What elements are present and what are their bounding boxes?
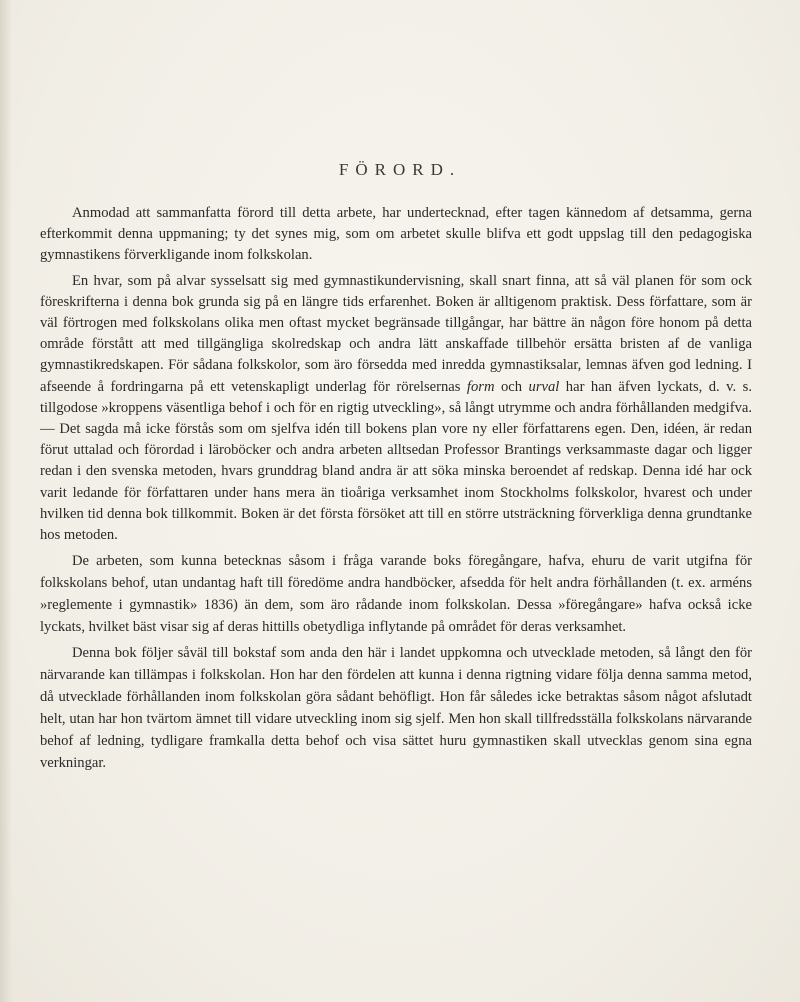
page-edge-shadow (0, 0, 12, 1002)
paragraph-2-part-1: En hvar, som på alvar sysselsatt sig med gymnastikundervisning, skall snart finna, att så väl planen för som ock föreskrifterna i denna bok grunda sig på en längre tids erfarenhet. Boken är alltigenom praktisk. Dess författare, som är väl förtrogen med folkskolans olika men oftast mycket begränsade tillgångar, har bättre än någon före honom på detta område förstått att med tillgängliga skolredskap och andra lätt anskaffade tillbehör ersätta bristen af de vanliga gymnastikredskapen. För sådana folkskolor, som äro försedda med inredda gymnastiksalar, lemnas äfven god ledning. I afseende å fordringarna på ett vetenskapligt underlag för rörelsernas (40, 272, 752, 395)
paragraph-4: Denna bok följer såväl till bokstaf som anda den här i landet uppkomna och utvecklade metoden, så långt den för närvarande kan tillämpas i folkskolan. Hon har den fördelen att kunna i denna rigtning vidare följa denna samma metod, då utvecklade förhållanden inom folkskolan göra sådant behöfligt. Hon får således icke betraktas såsom något afslutadt helt, utan har hon tvärtom ämnet till vidare utveckling inom sig sjelf. Men hon skall tillfredsställa folkskolans närvarande behof af ledning, tydligare framkalla detta behof och visa sättet huru gymnastiken skall utvecklas genom sina egna verkningar. (40, 645, 752, 772)
paragraph-3: De arbeten, som kunna betecknas såsom i fråga varande boks föregångare, hafva, ehuru de varit utgifna för folkskolans behof, utan undantag haft till föredöme andra handböcker, afsedda för helt andra förhållanden (t. ex. arméns »reglemente i gymnastik» 1836) än dem, som äro rådande inom folkskolan. Dessa »föregångare» hafva också icke lyckats, hvilket bäst visar sig af deras hittills obetydliga inflytande på området för deras verksamhet. (40, 553, 752, 636)
paragraph-2-part-2: och (500, 378, 523, 395)
page-body (40, 203, 752, 778)
emphasis-urval: urval (528, 378, 560, 395)
paragraph-1: Anmodad att sammanfatta förord till detta arbete, har undertecknad, efter tagen kännedom af detsamma, gerna efterkommit denna uppmaning; ty det synes mig, som om arbetet skulle blifva ett godt uppslag till den pedagogiska gymnastikens förverkligande inom folkskolan. (40, 205, 752, 264)
page-title: FÖRORD. (338, 160, 462, 179)
paragraph-2-part-3: har han äfven lyckats, d. v. s. tillgodose »kroppens väsentliga behof i och för en rigtig utveckling», så långt utrymme och andra förhållanden medgifva. — Det sagda må icke förstås som om sjelfva idén till bokens plan vore ny eller författarens egen. Den, idéen, är redan förut uttalad och förordad i läroböcker och andra arbeten alltsedan Professor Brantings verksammaste dagar och ligger redan i den svenska metoden, hvars grunddrag bland andra är att söka minska beroendet af redskap. Denna idé har ock varit ledande för författaren under hans mera än tioåriga verksamhet inom Stockholms folkskolor, hvarest och under hvilken tid denna bok tillkommit. Boken är det första försöket att till en större utsträckning förverkliga denna grundtanke hos metoden. (40, 378, 752, 544)
emphasis-form: form (466, 378, 495, 395)
paragraph-2 (40, 271, 752, 547)
